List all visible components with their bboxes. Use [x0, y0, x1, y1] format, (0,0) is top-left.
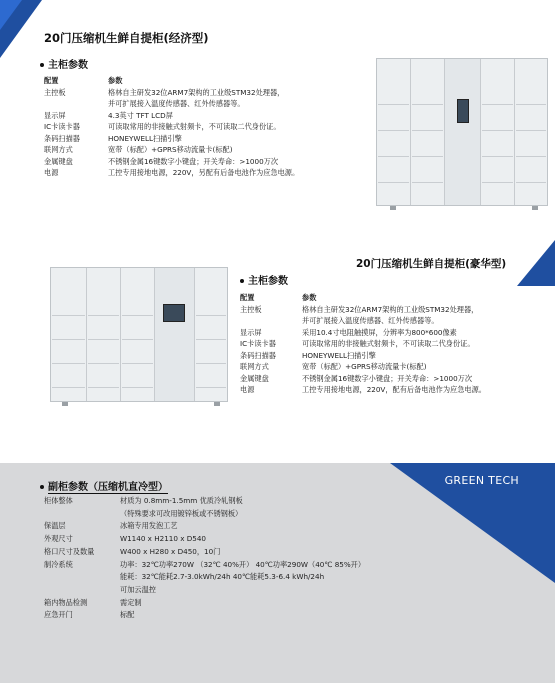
spec-value: 材质为 0.8mm-1.5mm 优质冷轧钢板 — [120, 496, 243, 505]
locker-door — [122, 340, 153, 364]
spec-key: 主控板 — [44, 87, 66, 97]
locker-door — [88, 316, 119, 340]
header-param-label: 参数 — [108, 76, 123, 85]
locker-door — [412, 157, 443, 183]
spec-key: 电源 — [240, 385, 255, 394]
control-column — [445, 59, 481, 205]
spec-value: 冰箱专用发泡工艺 — [120, 521, 178, 531]
spec-key: 主控板 — [240, 304, 262, 314]
locker-foot — [62, 402, 68, 406]
spec-value: 工控专用接地电源，220V，配有后备电池作为应急电源。 — [302, 385, 486, 394]
spec-value: 格林自主研发32位ARM7架构的工业级STM32处理器， — [302, 304, 479, 314]
control-screen — [457, 99, 469, 123]
spec-key: 应急开门 — [44, 610, 73, 620]
locker-door — [122, 364, 153, 388]
locker-image-economy — [376, 58, 548, 206]
header-param-label: 参数 — [302, 293, 317, 302]
spec-value: 采用10.4寸电阻触摸屏，分辨率为800*600像素 — [302, 327, 457, 337]
spec-key: 显示屏 — [240, 327, 262, 337]
locker-door — [482, 157, 513, 183]
section-heading-label: 副柜参数（压缩机直冷型） — [48, 482, 168, 493]
spec-key: 保温层 — [44, 521, 66, 531]
locker-column — [195, 268, 227, 401]
section-heading-main — [40, 56, 88, 71]
spec-key: 制冷系统 — [44, 559, 73, 569]
locker-door — [482, 105, 513, 131]
spec-key: 金属键盘 — [44, 156, 73, 166]
locker-foot — [390, 206, 396, 210]
header-config-label: 配置 — [44, 76, 59, 85]
spec-value: 可读取常用的非接触式射频卡，不可读取二代身份证。 — [302, 339, 475, 348]
locker-image-deluxe — [50, 267, 228, 402]
locker-door — [52, 364, 85, 388]
locker-door — [52, 340, 85, 364]
spec-value: 并可扩展接入温度传感器、红外传感器等。 — [302, 316, 439, 325]
spec-value: 不锈钢金属16键数字小键盘；开关寿命：>1000万次 — [302, 373, 473, 383]
locker-door — [412, 131, 443, 157]
locker-door — [516, 81, 546, 105]
spec-key: 金属键盘 — [240, 373, 269, 383]
spec-key: 箱内物品检测 — [44, 597, 88, 607]
locker-door — [196, 292, 226, 316]
spec-value: HONEYWELL扫描引擎 — [302, 350, 376, 360]
spec-value: 宽带（标配）+GPRS移动流量卡(标配) — [108, 145, 233, 154]
product-title-economy: 20门压缩机生鲜自提柜(经济型) — [44, 31, 209, 45]
spec-value: 功率：32℃功率270W （32℃ 40%开） 40℃功率290W（40℃ 85%开） — [120, 559, 366, 569]
locker-column — [515, 59, 547, 205]
product-title-deluxe: 20门压缩机生鲜自提柜(豪华型) — [356, 258, 507, 270]
brand-label: GREEN TECH — [444, 474, 519, 487]
locker-column — [121, 268, 155, 401]
bullet-icon — [40, 485, 44, 489]
spec-value: 可读取常用的非接触式射频卡，不可读取二代身份证。 — [108, 122, 281, 131]
spec-key: IC卡读卡器 — [240, 339, 276, 348]
spec-value: 工控专用接地电源，220V，另配有后备电池作为应急电源。 — [108, 168, 300, 177]
spec-key: 电源 — [44, 168, 59, 177]
spec-key: 联网方式 — [44, 145, 73, 154]
spec-value: （特殊要求可改用镀锌板或不锈钢板） — [120, 508, 243, 518]
locker-door — [378, 105, 409, 131]
locker-door — [88, 340, 119, 364]
spec-key: 联网方式 — [240, 362, 269, 371]
spec-value: W400 x H280 x D450，10门 — [120, 546, 221, 556]
spec-value: 并可扩展接入温度传感器、红外传感器等。 — [108, 99, 245, 108]
section-heading-main-deluxe — [240, 272, 288, 287]
locker-door — [412, 105, 443, 131]
locker-door — [196, 340, 226, 364]
spec-key: 条码扫描器 — [240, 350, 276, 360]
locker-door — [88, 364, 119, 388]
control-screen — [163, 304, 185, 322]
section-heading-secondary — [40, 478, 168, 493]
spec-key: IC卡读卡器 — [44, 122, 80, 131]
spec-value: 能耗：32℃能耗2.7-3.0kWh/24h 40℃能耗5.3-6.4 kWh/24h — [120, 572, 325, 582]
locker-column — [87, 268, 121, 401]
locker-foot — [532, 206, 538, 210]
section-heading-label: 主柜参数 — [248, 276, 288, 287]
locker-door — [196, 316, 226, 340]
spec-key: 条码扫描器 — [44, 133, 80, 143]
locker-door — [378, 131, 409, 157]
bullet-icon — [40, 63, 44, 67]
locker-door — [482, 131, 513, 157]
locker-foot — [214, 402, 220, 406]
locker-column — [481, 59, 515, 205]
locker-door — [516, 157, 546, 183]
spec-key: 格口尺寸及数量 — [44, 546, 95, 556]
bullet-icon — [240, 279, 244, 283]
locker-door — [516, 105, 546, 131]
section-heading-label: 主柜参数 — [48, 60, 88, 71]
spec-value: 标配 — [120, 610, 135, 620]
locker-door — [378, 157, 409, 183]
locker-door — [378, 81, 409, 105]
locker-door — [52, 292, 85, 316]
locker-door — [122, 316, 153, 340]
spec-value: HONEYWELL扫描引擎 — [108, 133, 182, 143]
spec-value: 不锈钢金属16键数字小键盘；开关寿命：>1000万次 — [108, 156, 279, 166]
locker-door — [412, 81, 443, 105]
locker-column — [377, 59, 411, 205]
locker-door — [516, 131, 546, 157]
header-config-label: 配置 — [240, 293, 255, 302]
corner-decoration-inner — [0, 0, 22, 30]
spec-key: 显示屏 — [44, 110, 66, 120]
locker-door — [196, 364, 226, 388]
side-decoration — [517, 240, 555, 286]
spec-value: 4.3英寸 TFT LCD屏 — [108, 110, 173, 120]
locker-door — [122, 292, 153, 316]
locker-column — [411, 59, 445, 205]
spec-value: 格林自主研发32位ARM7架构的工业级STM32处理器， — [108, 87, 285, 97]
control-column — [155, 268, 195, 401]
spec-key: 外观尺寸 — [44, 534, 73, 544]
spec-value: W1140 x H2110 x D540 — [120, 534, 206, 544]
spec-key: 柜体整体 — [44, 496, 73, 505]
locker-door — [52, 316, 85, 340]
locker-door — [88, 292, 119, 316]
locker-column — [51, 268, 87, 401]
locker-door — [482, 81, 513, 105]
spec-value: 需定制 — [120, 597, 142, 607]
spec-value: 可加云温控 — [120, 584, 156, 594]
spec-value: 宽带（标配）+GPRS移动流量卡(标配) — [302, 362, 427, 371]
